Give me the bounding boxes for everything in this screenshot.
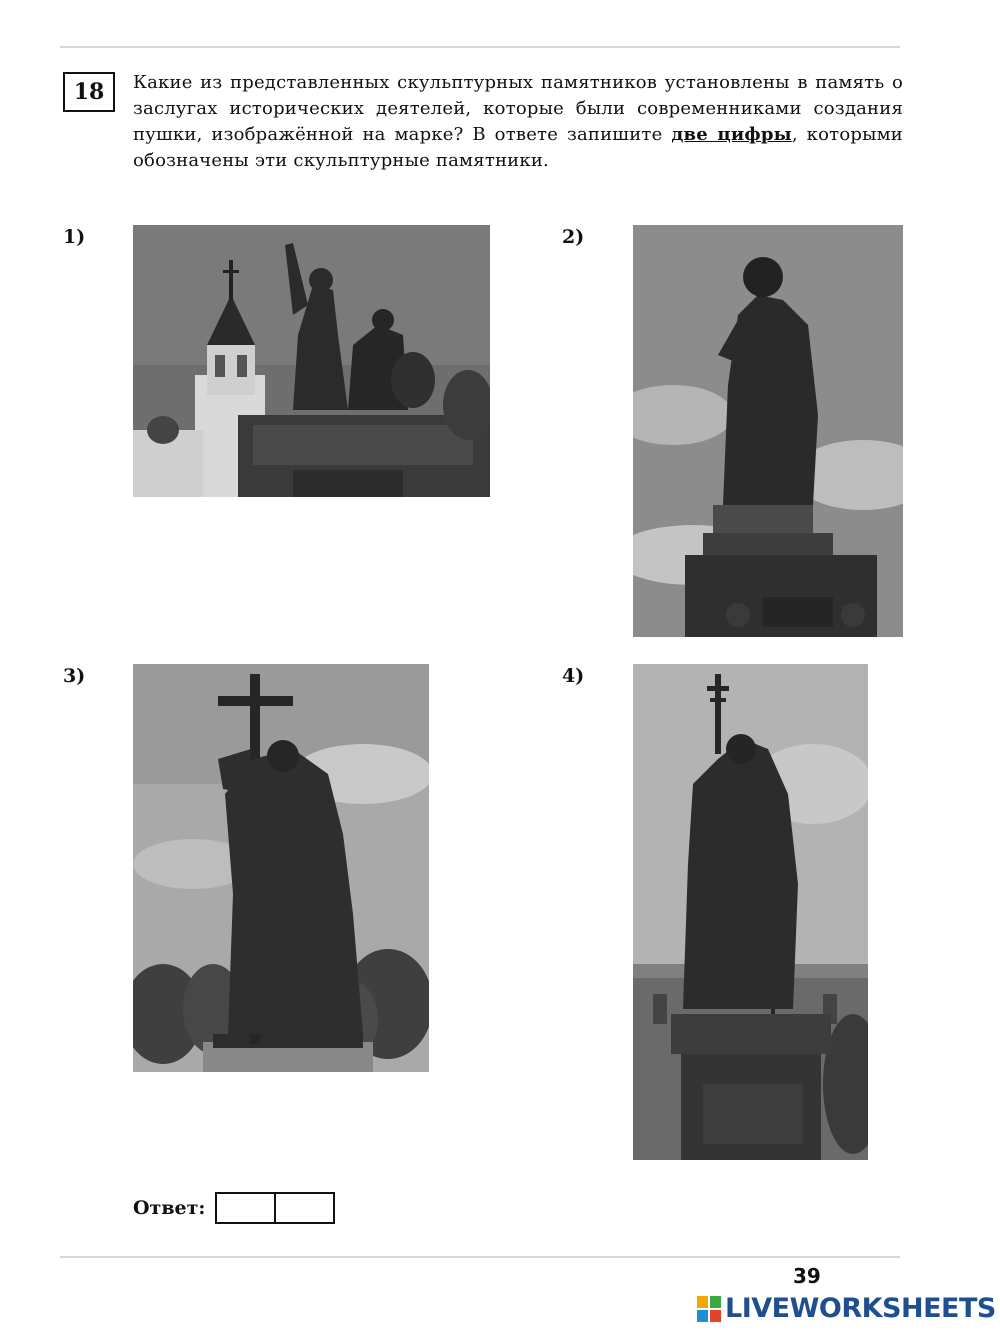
monument-3-photo [133, 664, 429, 1072]
page-number: 39 [793, 1264, 821, 1288]
question-text [133, 70, 903, 174]
answer-cell-1[interactable] [217, 1194, 276, 1222]
option-4-number: 4) [562, 665, 585, 687]
monument-4-photo [633, 664, 868, 1160]
answer-label: Ответ: [133, 1197, 206, 1219]
option-1-number: 1) [63, 226, 86, 248]
brand-name: LIVEWORKSHEETS [725, 1293, 996, 1324]
question-text-end: , которыми обозначены эти скульптурные памятники. [133, 124, 903, 171]
question-emphasis: две цифры [671, 124, 792, 145]
answer-box [215, 1192, 335, 1224]
monument-2-photo [633, 225, 903, 637]
liveworksheets-logo [697, 1293, 996, 1324]
question-number: 18 [63, 72, 115, 112]
answer-cell-2[interactable] [276, 1194, 333, 1222]
monument-1-photo [133, 225, 490, 497]
question-text-start: Какие из представленных скульптурных памятников установлены в память о заслугах исторических деятелей, которые были современниками создания пушки, изображённой на марке? В ответе запишите [133, 72, 903, 145]
liveworksheets-mark-icon [697, 1296, 721, 1322]
option-2-number: 2) [562, 226, 585, 248]
option-3-number: 3) [63, 665, 86, 687]
